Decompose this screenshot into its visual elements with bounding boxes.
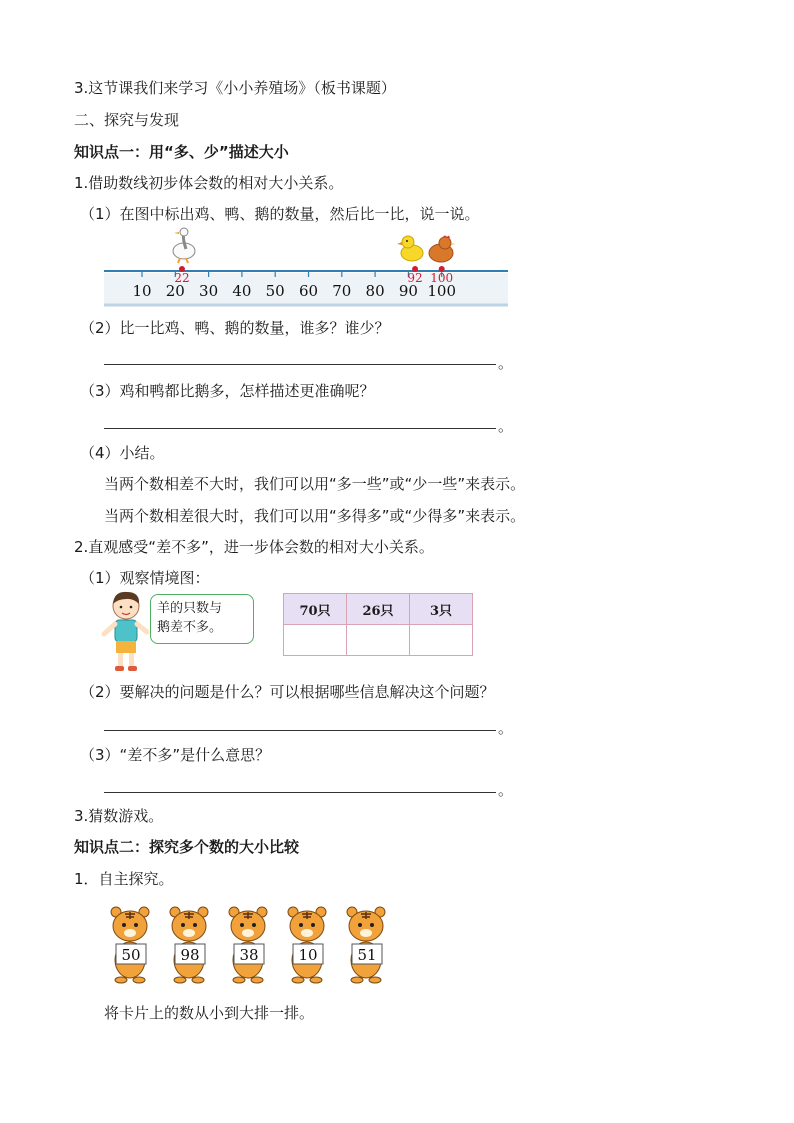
tiger-icon [170,907,208,983]
table-header-cell: 3只 [410,594,473,625]
table-answer-cell[interactable] [347,625,410,656]
tiger-icon [347,907,385,983]
tiger-icon [229,907,267,983]
instruction-text: 将卡片上的数从小到大排一排。 [104,1004,315,1022]
tick-label: 80 [365,282,385,300]
speech-bubble [150,594,254,644]
tick-label: 100 [427,282,457,300]
item-1-text: 1.借助数线初步体会数的相对大小关系。 [74,174,344,192]
item-2-text: 2.直观感受“差不多”，进一步体会数的相对大小关系。 [74,538,434,556]
number-card-label: 98 [180,946,200,964]
tick-label: 70 [332,282,352,300]
number-card-label: 38 [239,946,259,964]
tiger-cards-figure [106,906,412,984]
bubble-line-2: 鹅差不多。 [157,620,223,635]
answer-line-2[interactable] [104,364,496,365]
knowledge-point-2-heading: 知识点二：探究多个数的大小比较 [74,838,300,856]
period: 。 [498,781,514,799]
tick-label: 10 [132,282,152,300]
item-3-text: 3.猜数游戏。 [74,807,164,825]
number-card-label: 51 [357,946,377,964]
period: 。 [498,354,514,372]
marked-point-label: 22 [174,271,190,285]
tick-label: 40 [232,282,252,300]
period: 。 [498,719,514,737]
marked-point-label: 92 [407,271,423,285]
bubble-line-1: 羊的只数与 [157,601,223,616]
table-answer-cell[interactable] [410,625,473,656]
answer-line-3[interactable] [104,428,496,429]
tick-label: 50 [265,282,285,300]
lesson-topic-line: 3.这节课我们来学习《小小养殖场》（板书课题） [74,79,396,97]
observe-question: （1）观察情境图： [80,569,210,587]
table-answer-cell[interactable] [284,625,347,656]
summary-line-1: 当两个数相差不大时，我们可以用“多一些”或“少一些”来表示。 [104,475,526,493]
tick-label: 90 [398,282,418,300]
number-card-label: 10 [298,946,318,964]
question-r2: （2）要解决的问题是什么？可以根据哪些信息解决这个问题？ [80,683,495,701]
knowledge-point-1-heading: 知识点一：用“多、少”描述大小 [74,143,289,161]
hen-icon [429,236,455,263]
tiger-icon [288,907,326,983]
number-line-figure [104,225,508,310]
tick-label: 20 [165,282,185,300]
question-4: （4）小结。 [80,444,165,462]
number-card-label: 50 [121,946,141,964]
question-1: （1）在图中标出鸡、鸭、鹅的数量，然后比一比，说一说。 [80,205,480,223]
tick-label: 60 [298,282,319,300]
table-header-cell: 26只 [347,594,410,625]
explore-item: 1．自主探究。 [74,870,174,888]
question-3: （3）鸡和鸭都比鹅多，怎样描述更准确呢？ [80,382,375,400]
tiger-icon [111,907,149,983]
period: 。 [498,417,514,435]
question-r3: （3）“差不多”是什么意思？ [80,746,271,764]
goose-icon [173,228,195,263]
section-heading: 二、探究与发现 [74,111,180,129]
tick-label: 30 [199,282,219,300]
table-header-cell: 70只 [284,594,347,625]
answer-line-r3[interactable] [104,792,496,793]
boy-icon [100,590,152,674]
animal-count-table [283,593,473,656]
marked-point-label: 100 [430,271,454,285]
question-2: （2）比一比鸡、鸭、鹅的数量，谁多？谁少？ [80,319,390,337]
answer-line-r2[interactable] [104,730,496,731]
summary-line-2: 当两个数相差很大时，我们可以用“多得多”或“少得多”来表示。 [104,507,526,525]
duck-icon [397,236,423,261]
